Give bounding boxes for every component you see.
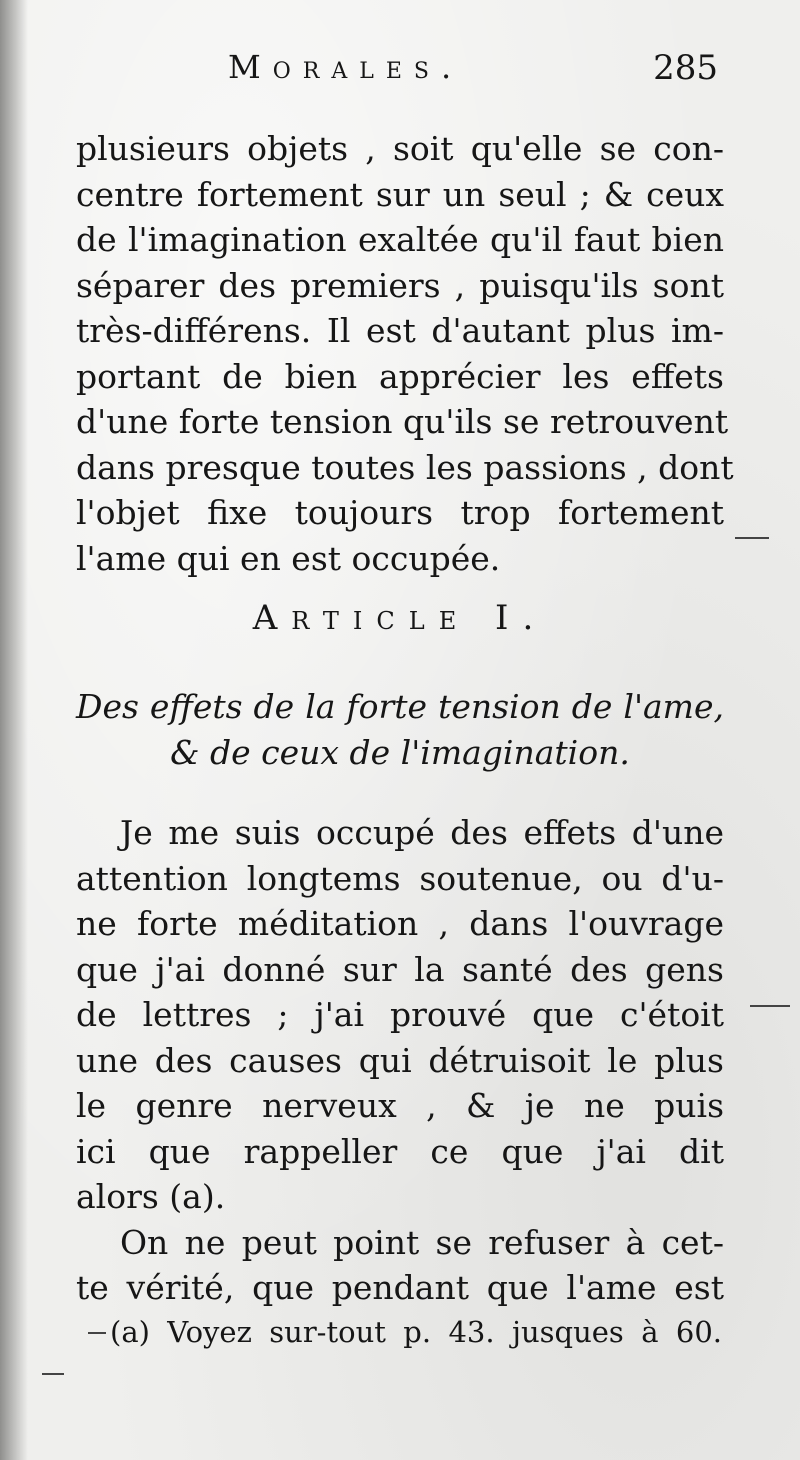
- text-line: ici que rappeller ce que j'ai dit: [76, 1131, 724, 1171]
- running-head: Morales.: [228, 48, 464, 86]
- text-line: plusieurs objets , soit qu'elle se con-: [76, 129, 724, 168]
- text-line: de lettres ; j'ai prouvé que c'étoit: [76, 995, 724, 1034]
- footnote: (a) Voyez sur-tout p. 43. jusques à 60.: [110, 1315, 722, 1349]
- article-subtitle: [76, 684, 724, 776]
- page-gutter-shadow: [0, 0, 28, 1460]
- subtitle-line: & de ceux de l'imagination.: [170, 733, 630, 772]
- margin-mark: [750, 1005, 790, 1007]
- intro-paragraph: [76, 126, 734, 581]
- text-line: dans presque toutes les passions , dont: [76, 447, 734, 487]
- text-line: très-différens. Il est d'autant plus im-: [76, 311, 724, 350]
- text-line: Je me suis occupé des effets d'une: [120, 813, 724, 852]
- text-line: de l'imagination exaltée qu'il faut bien: [76, 220, 724, 259]
- body-text: [76, 810, 724, 1311]
- text-line: que j'ai donné sur la santé des gens: [76, 949, 724, 989]
- margin-mark: [88, 1332, 106, 1334]
- text-line: centre fortement sur un seul ; & ceux: [76, 174, 724, 214]
- text-line: l'objet fixe toujours trop fortement: [76, 493, 724, 532]
- text-line: d'une forte tension qu'ils se retrouvent: [76, 402, 729, 441]
- page-number: 285: [653, 48, 718, 88]
- subtitle-line: Des effets de la forte tension de l'ame,: [76, 687, 724, 726]
- text-line: une des causes qui détruisoit le plus: [76, 1040, 724, 1080]
- text-line: ne forte méditation , dans l'ouvrage: [76, 904, 724, 943]
- text-line: alors (a).: [76, 1177, 226, 1216]
- page-header: [78, 48, 718, 98]
- text-line: portant de bien apprécier les effets: [76, 356, 724, 396]
- text-line: le genre nerveux , & je ne puis: [76, 1086, 724, 1125]
- article-heading: Article I.: [252, 598, 548, 638]
- text-line: attention longtems soutenue, ou d'u-: [76, 858, 724, 898]
- text-line: séparer des premiers , puisqu'ils sont: [76, 265, 724, 305]
- margin-mark: [735, 537, 769, 539]
- text-line: l'ame qui en est occupée.: [76, 538, 501, 578]
- text-line: te vérité, que pendant que l'ame est: [76, 1268, 724, 1307]
- margin-mark: [42, 1373, 64, 1375]
- text-line: On ne peut point se refuser à cet-: [120, 1222, 724, 1262]
